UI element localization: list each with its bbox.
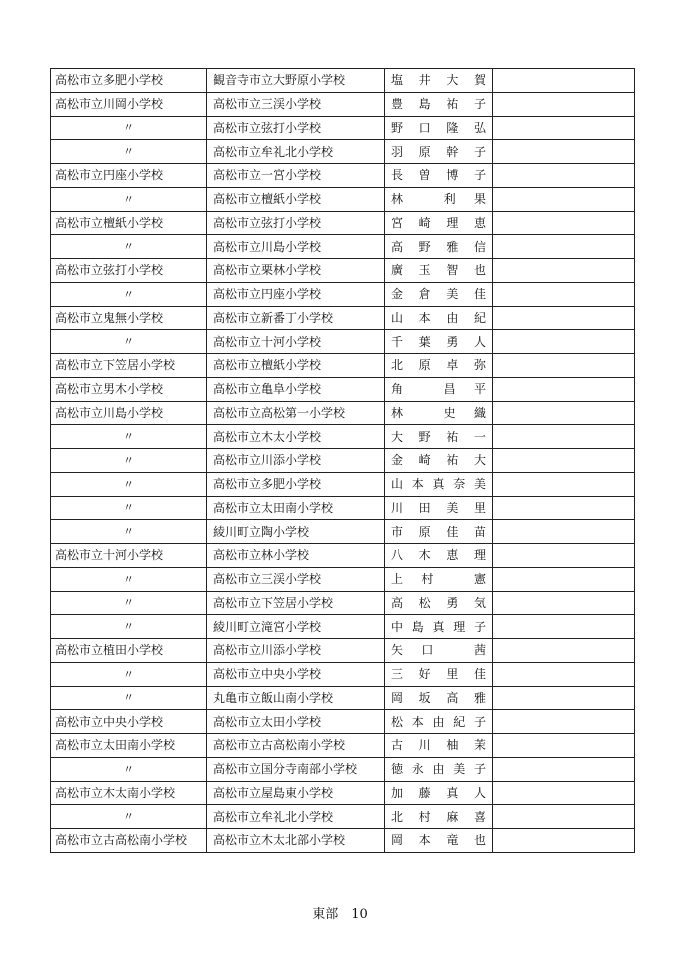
remarks-cell — [493, 591, 635, 615]
table-row — [51, 306, 635, 330]
new-school-cell: 高松市立多肥小学校 — [207, 472, 385, 496]
remarks-cell — [493, 401, 635, 425]
remarks-cell — [493, 639, 635, 663]
new-school-cell: 高松市立太田小学校 — [207, 710, 385, 734]
teacher-name-cell — [385, 164, 493, 188]
teacher-name: 林 史 織 — [391, 405, 486, 420]
teacher-name: 松 本 由 紀 子 — [391, 714, 486, 729]
new-school-cell: 綾川町立陶小学校 — [207, 520, 385, 544]
former-school-cell: 〃 — [51, 235, 207, 259]
remarks-cell — [493, 710, 635, 734]
teacher-name: 北 村 麻 喜 — [391, 809, 486, 824]
table-row — [51, 662, 635, 686]
table-row — [51, 211, 635, 235]
remarks-cell — [493, 235, 635, 259]
former-school-cell: 高松市立下笠居小学校 — [51, 354, 207, 378]
former-school-cell: 高松市立太田南小学校 — [51, 734, 207, 758]
teacher-name: 上 村 憲 — [391, 572, 486, 587]
new-school-cell: 高松市立弦打小学校 — [207, 116, 385, 140]
former-school-cell: 〃 — [51, 615, 207, 639]
former-school-cell: 高松市立植田小学校 — [51, 639, 207, 663]
former-school-cell: 高松市立鬼無小学校 — [51, 306, 207, 330]
new-school-cell: 高松市立三渓小学校 — [207, 92, 385, 116]
former-school-cell: 〃 — [51, 757, 207, 781]
former-school-cell: 〃 — [51, 591, 207, 615]
former-school-cell: 〃 — [51, 496, 207, 520]
teacher-name-cell — [385, 781, 493, 805]
remarks-cell — [493, 520, 635, 544]
teacher-name: 徳 永 由 美 子 — [391, 762, 486, 777]
table-body — [51, 69, 635, 853]
remarks-cell — [493, 757, 635, 781]
teacher-name-cell — [385, 829, 493, 853]
table-row — [51, 377, 635, 401]
table-row — [51, 282, 635, 306]
remarks-cell — [493, 140, 635, 164]
table-row — [51, 354, 635, 378]
remarks-cell — [493, 164, 635, 188]
teacher-name: 林 利 果 — [391, 192, 486, 207]
remarks-cell — [493, 211, 635, 235]
new-school-cell: 高松市立川島小学校 — [207, 235, 385, 259]
former-school-cell: 高松市立円座小学校 — [51, 164, 207, 188]
table-row — [51, 615, 635, 639]
former-school-cell: 〃 — [51, 116, 207, 140]
new-school-cell: 高松市立牟礼北小学校 — [207, 140, 385, 164]
teacher-name-cell — [385, 757, 493, 781]
former-school-cell: 高松市立中央小学校 — [51, 710, 207, 734]
teacher-name-cell — [385, 377, 493, 401]
remarks-cell — [493, 662, 635, 686]
table-row — [51, 472, 635, 496]
new-school-cell: 高松市立屋島東小学校 — [207, 781, 385, 805]
remarks-cell — [493, 306, 635, 330]
table-row — [51, 187, 635, 211]
teacher-name: 岡 本 竜 也 — [391, 833, 486, 848]
former-school-cell: 高松市立古高松南小学校 — [51, 829, 207, 853]
new-school-cell: 観音寺市立大野原小学校 — [207, 69, 385, 93]
teacher-name-cell — [385, 69, 493, 93]
new-school-cell: 高松市立川添小学校 — [207, 449, 385, 473]
remarks-cell — [493, 92, 635, 116]
teacher-name: 北 原 卓 弥 — [391, 358, 486, 373]
page-footer: 東部 10 — [312, 907, 368, 922]
teacher-name-cell — [385, 449, 493, 473]
teacher-name: 金 崎 祐 大 — [391, 453, 486, 468]
teacher-name-cell — [385, 211, 493, 235]
former-school-cell: 高松市立木太南小学校 — [51, 781, 207, 805]
teacher-name-cell — [385, 140, 493, 164]
teacher-name: 長 曽 博 子 — [391, 168, 486, 183]
former-school-cell: 高松市立男木小学校 — [51, 377, 207, 401]
table-row — [51, 805, 635, 829]
teacher-name: 角 昌 平 — [391, 382, 486, 397]
teacher-name: 古 川 柚 茉 — [391, 738, 486, 753]
remarks-cell — [493, 377, 635, 401]
table-row — [51, 829, 635, 853]
teacher-name-cell — [385, 496, 493, 520]
teacher-name-cell — [385, 472, 493, 496]
remarks-cell — [493, 734, 635, 758]
former-school-cell: 〃 — [51, 567, 207, 591]
former-school-cell: 〃 — [51, 662, 207, 686]
teacher-name-cell — [385, 710, 493, 734]
remarks-cell — [493, 69, 635, 93]
teacher-name-cell — [385, 615, 493, 639]
teacher-name: 豊 島 祐 子 — [391, 97, 486, 112]
teacher-name-cell — [385, 354, 493, 378]
table-row — [51, 567, 635, 591]
teacher-name: 金 倉 美 佳 — [391, 287, 486, 302]
teacher-name-cell — [385, 235, 493, 259]
table-row — [51, 496, 635, 520]
new-school-cell: 高松市立高松第一小学校 — [207, 401, 385, 425]
teacher-name: 廣 玉 智 也 — [391, 263, 486, 278]
new-school-cell: 丸亀市立飯山南小学校 — [207, 686, 385, 710]
table-row — [51, 401, 635, 425]
former-school-cell: 高松市立多肥小学校 — [51, 69, 207, 93]
teacher-name-cell — [385, 544, 493, 568]
former-school-cell: 〃 — [51, 282, 207, 306]
teacher-name-cell — [385, 187, 493, 211]
teacher-name-cell — [385, 686, 493, 710]
new-school-cell: 高松市立国分寺南部小学校 — [207, 757, 385, 781]
table-row — [51, 425, 635, 449]
remarks-cell — [493, 282, 635, 306]
table-row — [51, 544, 635, 568]
former-school-cell: 〃 — [51, 330, 207, 354]
teacher-name-cell — [385, 401, 493, 425]
teacher-name: 野 口 隆 弘 — [391, 120, 486, 135]
new-school-cell: 高松市立十河小学校 — [207, 330, 385, 354]
teacher-name-cell — [385, 567, 493, 591]
remarks-cell — [493, 686, 635, 710]
teacher-name-cell — [385, 639, 493, 663]
teacher-name-cell — [385, 805, 493, 829]
remarks-cell — [493, 567, 635, 591]
former-school-cell: 〃 — [51, 472, 207, 496]
former-school-cell: 高松市立川岡小学校 — [51, 92, 207, 116]
new-school-cell: 綾川町立滝宮小学校 — [207, 615, 385, 639]
teacher-name: 塩 井 大 賀 — [391, 73, 486, 88]
table-row — [51, 686, 635, 710]
transfer-table — [50, 68, 635, 853]
former-school-cell: 〃 — [51, 140, 207, 164]
table-row — [51, 259, 635, 283]
new-school-cell: 高松市立中央小学校 — [207, 662, 385, 686]
teacher-name: 羽 原 幹 子 — [391, 144, 486, 159]
remarks-cell — [493, 187, 635, 211]
former-school-cell: 高松市立川島小学校 — [51, 401, 207, 425]
table-row — [51, 734, 635, 758]
table-row — [51, 591, 635, 615]
table-row — [51, 69, 635, 93]
teacher-name: 矢 口 茜 — [391, 643, 486, 658]
table-row — [51, 449, 635, 473]
new-school-cell: 高松市立木太北部小学校 — [207, 829, 385, 853]
teacher-name-cell — [385, 734, 493, 758]
new-school-cell: 高松市立檀紙小学校 — [207, 187, 385, 211]
table-row — [51, 639, 635, 663]
teacher-name-cell — [385, 92, 493, 116]
table-row — [51, 710, 635, 734]
former-school-cell: 〃 — [51, 520, 207, 544]
former-school-cell: 高松市立十河小学校 — [51, 544, 207, 568]
new-school-cell: 高松市立栗林小学校 — [207, 259, 385, 283]
teacher-name-cell — [385, 259, 493, 283]
new-school-cell: 高松市立一宮小学校 — [207, 164, 385, 188]
new-school-cell: 高松市立川添小学校 — [207, 639, 385, 663]
remarks-cell — [493, 829, 635, 853]
table-row — [51, 330, 635, 354]
remarks-cell — [493, 116, 635, 140]
table-row — [51, 164, 635, 188]
teacher-name-cell — [385, 330, 493, 354]
table-row — [51, 781, 635, 805]
new-school-cell: 高松市立太田南小学校 — [207, 496, 385, 520]
former-school-cell: 〃 — [51, 805, 207, 829]
new-school-cell: 高松市立弦打小学校 — [207, 211, 385, 235]
teacher-name: 中 島 真 理 子 — [391, 619, 486, 634]
remarks-cell — [493, 330, 635, 354]
remarks-cell — [493, 496, 635, 520]
teacher-name: 千 葉 勇 人 — [391, 334, 486, 349]
table-row — [51, 235, 635, 259]
new-school-cell: 高松市立檀紙小学校 — [207, 354, 385, 378]
remarks-cell — [493, 615, 635, 639]
teacher-name: 高 松 勇 気 — [391, 595, 486, 610]
teacher-name: 高 野 雅 信 — [391, 239, 486, 254]
teacher-name-cell — [385, 520, 493, 544]
teacher-name: 市 原 佳 苗 — [391, 524, 486, 539]
remarks-cell — [493, 781, 635, 805]
remarks-cell — [493, 472, 635, 496]
teacher-name-cell — [385, 591, 493, 615]
teacher-name: 山 本 由 紀 — [391, 310, 486, 325]
remarks-cell — [493, 259, 635, 283]
teacher-name-cell — [385, 425, 493, 449]
teacher-name: 八 木 恵 理 — [391, 548, 486, 563]
table-row — [51, 92, 635, 116]
remarks-cell — [493, 425, 635, 449]
teacher-name: 加 藤 真 人 — [391, 785, 486, 800]
teacher-name-cell — [385, 662, 493, 686]
teacher-name: 宮 崎 理 恵 — [391, 215, 486, 230]
new-school-cell: 高松市立牟礼北小学校 — [207, 805, 385, 829]
former-school-cell: 〃 — [51, 449, 207, 473]
remarks-cell — [493, 449, 635, 473]
teacher-name: 三 好 里 佳 — [391, 667, 486, 682]
teacher-name-cell — [385, 306, 493, 330]
former-school-cell: 〃 — [51, 187, 207, 211]
former-school-cell: 〃 — [51, 425, 207, 449]
table-row — [51, 140, 635, 164]
teacher-name: 岡 坂 高 雅 — [391, 690, 486, 705]
former-school-cell: 〃 — [51, 686, 207, 710]
teacher-name: 大 野 祐 一 — [391, 429, 486, 444]
teacher-name-cell — [385, 282, 493, 306]
remarks-cell — [493, 354, 635, 378]
teacher-name: 山 本 真 奈 美 — [391, 477, 486, 492]
new-school-cell: 高松市立林小学校 — [207, 544, 385, 568]
teacher-name: 川 田 美 里 — [391, 500, 486, 515]
table-row — [51, 520, 635, 544]
new-school-cell: 高松市立木太小学校 — [207, 425, 385, 449]
remarks-cell — [493, 805, 635, 829]
new-school-cell: 高松市立円座小学校 — [207, 282, 385, 306]
new-school-cell: 高松市立古高松南小学校 — [207, 734, 385, 758]
former-school-cell: 高松市立檀紙小学校 — [51, 211, 207, 235]
new-school-cell: 高松市立亀阜小学校 — [207, 377, 385, 401]
table-row — [51, 116, 635, 140]
remarks-cell — [493, 544, 635, 568]
new-school-cell: 高松市立新番丁小学校 — [207, 306, 385, 330]
table-row — [51, 757, 635, 781]
new-school-cell: 高松市立三渓小学校 — [207, 567, 385, 591]
teacher-name-cell — [385, 116, 493, 140]
former-school-cell: 高松市立弦打小学校 — [51, 259, 207, 283]
new-school-cell: 高松市立下笠居小学校 — [207, 591, 385, 615]
